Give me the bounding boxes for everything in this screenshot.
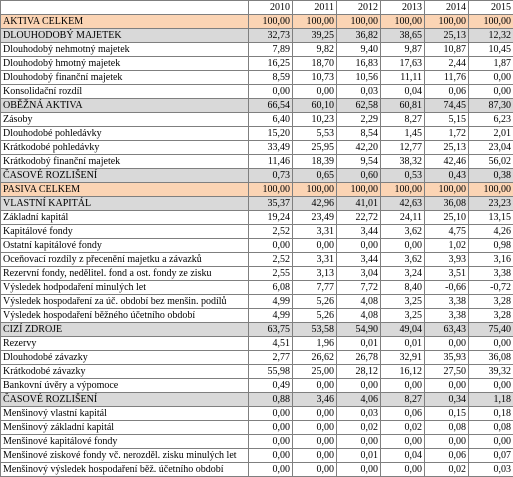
value-cell: 63,43 — [425, 323, 469, 337]
row-label: Bankovní úvěry a výpomoce — [1, 379, 249, 393]
value-cell: 66,54 — [249, 99, 293, 113]
value-cell: 60,81 — [381, 99, 425, 113]
value-cell: 0,00 — [469, 337, 513, 351]
table-row — [1, 365, 513, 379]
value-cell: 24,11 — [381, 211, 425, 225]
value-cell: 0,06 — [425, 449, 469, 463]
value-cell: 100,00 — [425, 15, 469, 29]
value-cell: 12,32 — [469, 29, 513, 43]
row-label: Rezervní fondy, nedělitel. fond a ost. fondy ze zisku — [1, 267, 249, 281]
value-cell: 87,30 — [469, 99, 513, 113]
value-cell: 75,40 — [469, 323, 513, 337]
value-cell: 0,03 — [337, 407, 381, 421]
value-cell: 8,59 — [249, 71, 293, 85]
value-cell: 63,75 — [249, 323, 293, 337]
value-cell: 38,65 — [381, 29, 425, 43]
value-cell: 0,00 — [293, 407, 337, 421]
value-cell: 4,99 — [249, 309, 293, 323]
value-cell: 0,00 — [293, 421, 337, 435]
table-row — [1, 43, 513, 57]
value-cell: 11,46 — [249, 155, 293, 169]
section-row — [1, 183, 513, 197]
value-cell: 0,08 — [425, 421, 469, 435]
row-label: OBĚŽNÁ AKTIVA — [1, 99, 249, 113]
value-cell: 3,16 — [469, 253, 513, 267]
value-cell: 3,25 — [381, 295, 425, 309]
value-cell: 42,46 — [425, 155, 469, 169]
value-cell: 9,82 — [293, 43, 337, 57]
value-cell: 16,12 — [381, 365, 425, 379]
value-cell: 0,00 — [293, 379, 337, 393]
value-cell: 100,00 — [381, 15, 425, 29]
row-label: VLASTNÍ KAPITÁL — [1, 197, 249, 211]
table-row — [1, 267, 513, 281]
value-cell: 0,00 — [381, 435, 425, 449]
row-label: Výsledek hospodaření za úč. období bez menšin. podílů — [1, 295, 249, 309]
value-cell: 11,11 — [381, 71, 425, 85]
value-cell: 0,15 — [425, 407, 469, 421]
value-cell: 36,82 — [337, 29, 381, 43]
value-cell: 12,77 — [381, 141, 425, 155]
table-row — [1, 379, 513, 393]
value-cell: 9,40 — [337, 43, 381, 57]
value-cell: 3,25 — [381, 309, 425, 323]
value-cell: 0,00 — [249, 449, 293, 463]
value-cell: 3,44 — [337, 253, 381, 267]
value-cell: 1,96 — [293, 337, 337, 351]
value-cell: 100,00 — [249, 15, 293, 29]
section-row — [1, 197, 513, 211]
value-cell: 0,43 — [425, 169, 469, 183]
value-cell: 18,39 — [293, 155, 337, 169]
value-cell: 0,00 — [381, 239, 425, 253]
table-row — [1, 71, 513, 85]
row-label: Výsledek hodpodaření minulých let — [1, 281, 249, 295]
value-cell: 25,95 — [293, 141, 337, 155]
value-cell: 0,06 — [381, 407, 425, 421]
value-cell: 0,00 — [425, 337, 469, 351]
value-cell: 15,20 — [249, 127, 293, 141]
value-cell: 1,45 — [381, 127, 425, 141]
value-cell: 0,02 — [381, 421, 425, 435]
row-label: ČASOVÉ ROZLIŠENÍ — [1, 393, 249, 407]
value-cell: 56,02 — [469, 155, 513, 169]
value-cell: 25,00 — [293, 365, 337, 379]
row-label: Ostatní kapitálové fondy — [1, 239, 249, 253]
value-cell: 0,00 — [469, 379, 513, 393]
row-label: Základní kapitál — [1, 211, 249, 225]
value-cell: 0,00 — [249, 239, 293, 253]
value-cell: 8,27 — [381, 113, 425, 127]
table-row — [1, 253, 513, 267]
table-row — [1, 337, 513, 351]
row-label: Kapitálové fondy — [1, 225, 249, 239]
row-label: Výsledek hospodaření běžného účetního období — [1, 309, 249, 323]
value-cell: 100,00 — [469, 15, 513, 29]
value-cell: 3,28 — [469, 295, 513, 309]
value-cell: 9,54 — [337, 155, 381, 169]
row-label: CIZÍ ZDROJE — [1, 323, 249, 337]
value-cell: 100,00 — [293, 15, 337, 29]
value-cell: 0,00 — [249, 435, 293, 449]
value-cell: 1,87 — [469, 57, 513, 71]
value-cell: 8,54 — [337, 127, 381, 141]
value-cell: 3,44 — [337, 225, 381, 239]
value-cell: 0,03 — [337, 85, 381, 99]
value-cell: 0,04 — [381, 85, 425, 99]
value-cell: 10,23 — [293, 113, 337, 127]
value-cell: 3,13 — [293, 267, 337, 281]
table-row — [1, 57, 513, 71]
table-row — [1, 113, 513, 127]
value-cell: 11,76 — [425, 71, 469, 85]
year-header-cell: 2015 — [469, 1, 513, 15]
value-cell: 0,00 — [469, 71, 513, 85]
table-row — [1, 449, 513, 463]
corner-cell — [1, 1, 249, 15]
row-label: Krátkodobé závazky — [1, 365, 249, 379]
value-cell: 39,25 — [293, 29, 337, 43]
value-cell: 10,87 — [425, 43, 469, 57]
table-row — [1, 463, 513, 477]
value-cell: 8,27 — [381, 393, 425, 407]
value-cell: 19,24 — [249, 211, 293, 225]
value-cell: 25,13 — [425, 141, 469, 155]
value-cell: 8,40 — [381, 281, 425, 295]
year-header-cell: 2011 — [293, 1, 337, 15]
section-row — [1, 15, 513, 29]
row-label: Krátkodobý finanční majetek — [1, 155, 249, 169]
table-row — [1, 127, 513, 141]
value-cell: 4,51 — [249, 337, 293, 351]
year-header-row — [1, 1, 513, 15]
value-cell: 3,38 — [425, 309, 469, 323]
value-cell: 0,98 — [469, 239, 513, 253]
value-cell: 62,58 — [337, 99, 381, 113]
value-cell: 3,38 — [469, 267, 513, 281]
value-cell: 25,10 — [425, 211, 469, 225]
table-row — [1, 407, 513, 421]
row-label: Menšinové kapitálové fondy — [1, 435, 249, 449]
value-cell: 1,72 — [425, 127, 469, 141]
value-cell: 23,23 — [469, 197, 513, 211]
value-cell: 0,07 — [469, 449, 513, 463]
value-cell: 3,28 — [469, 309, 513, 323]
row-label: Oceňovací rozdíly z přecenění majetku a závazků — [1, 253, 249, 267]
value-cell: 0,65 — [293, 169, 337, 183]
row-label: Krátkodobé pohledávky — [1, 141, 249, 155]
table-row — [1, 281, 513, 295]
value-cell: 100,00 — [381, 183, 425, 197]
value-cell: 0,06 — [425, 85, 469, 99]
row-label: Dlouhodobé závazky — [1, 351, 249, 365]
value-cell: 100,00 — [249, 183, 293, 197]
value-cell: 42,96 — [293, 197, 337, 211]
year-header-cell: 2010 — [249, 1, 293, 15]
value-cell: 100,00 — [293, 183, 337, 197]
value-cell: 100,00 — [469, 183, 513, 197]
value-cell: 2,29 — [337, 113, 381, 127]
value-cell: 55,98 — [249, 365, 293, 379]
value-cell: 0,00 — [293, 85, 337, 99]
value-cell: 3,93 — [425, 253, 469, 267]
section-row — [1, 323, 513, 337]
value-cell: 0,38 — [469, 169, 513, 183]
value-cell: 0,00 — [293, 449, 337, 463]
value-cell: 5,53 — [293, 127, 337, 141]
value-cell: -0,72 — [469, 281, 513, 295]
value-cell: 0,04 — [381, 449, 425, 463]
row-label: Dlouhodobý hmotný majetek — [1, 57, 249, 71]
value-cell: 26,78 — [337, 351, 381, 365]
value-cell: 0,00 — [425, 379, 469, 393]
value-cell: 2,52 — [249, 225, 293, 239]
value-cell: 0,60 — [337, 169, 381, 183]
value-cell: 0,00 — [337, 463, 381, 477]
value-cell: 6,23 — [469, 113, 513, 127]
value-cell: 3,62 — [381, 225, 425, 239]
value-cell: 0,08 — [469, 421, 513, 435]
row-label: Menšinový vlastní kapitál — [1, 407, 249, 421]
value-cell: 0,02 — [337, 421, 381, 435]
value-cell: 2,52 — [249, 253, 293, 267]
table-row — [1, 85, 513, 99]
value-cell: 5,15 — [425, 113, 469, 127]
value-cell: 17,63 — [381, 57, 425, 71]
value-cell: 4,06 — [337, 393, 381, 407]
value-cell: 35,37 — [249, 197, 293, 211]
value-cell: 38,32 — [381, 155, 425, 169]
value-cell: 42,63 — [381, 197, 425, 211]
value-cell: 4,08 — [337, 309, 381, 323]
table-body — [1, 1, 513, 477]
value-cell: 4,99 — [249, 295, 293, 309]
value-cell: 0,01 — [381, 337, 425, 351]
value-cell: 3,31 — [293, 225, 337, 239]
value-cell: 0,18 — [469, 407, 513, 421]
value-cell: 7,77 — [293, 281, 337, 295]
value-cell: 36,08 — [425, 197, 469, 211]
value-cell: 3,62 — [381, 253, 425, 267]
value-cell: 0,00 — [469, 435, 513, 449]
row-label: Zásoby — [1, 113, 249, 127]
value-cell: 27,50 — [425, 365, 469, 379]
table-row — [1, 351, 513, 365]
value-cell: 2,55 — [249, 267, 293, 281]
value-cell: 3,46 — [293, 393, 337, 407]
table-row — [1, 435, 513, 449]
value-cell: 0,00 — [337, 435, 381, 449]
value-cell: 0,00 — [293, 463, 337, 477]
value-cell: 1,18 — [469, 393, 513, 407]
value-cell: 5,26 — [293, 295, 337, 309]
value-cell: 100,00 — [425, 183, 469, 197]
value-cell: 3,24 — [381, 267, 425, 281]
value-cell: 2,44 — [425, 57, 469, 71]
row-label: Menšinový výsledek hospodaření běž. účetního období — [1, 463, 249, 477]
value-cell: -0,66 — [425, 281, 469, 295]
section-row — [1, 99, 513, 113]
year-header-cell: 2014 — [425, 1, 469, 15]
table-row — [1, 155, 513, 169]
section-row — [1, 169, 513, 183]
value-cell: 9,87 — [381, 43, 425, 57]
table-row — [1, 239, 513, 253]
section-row — [1, 393, 513, 407]
value-cell: 7,89 — [249, 43, 293, 57]
value-cell: 0,00 — [249, 407, 293, 421]
value-cell: 0,00 — [381, 379, 425, 393]
value-cell: 0,53 — [381, 169, 425, 183]
value-cell: 26,62 — [293, 351, 337, 365]
value-cell: 4,26 — [469, 225, 513, 239]
row-label: Dlouhodobé pohledávky — [1, 127, 249, 141]
value-cell: 3,38 — [425, 295, 469, 309]
value-cell: 6,40 — [249, 113, 293, 127]
value-cell: 0,00 — [337, 239, 381, 253]
value-cell: 4,75 — [425, 225, 469, 239]
value-cell: 0,00 — [249, 463, 293, 477]
row-label: Dlouhodobý finanční majetek — [1, 71, 249, 85]
value-cell: 36,08 — [469, 351, 513, 365]
value-cell: 6,08 — [249, 281, 293, 295]
table-row — [1, 309, 513, 323]
value-cell: 5,26 — [293, 309, 337, 323]
value-cell: 10,73 — [293, 71, 337, 85]
table-row — [1, 295, 513, 309]
value-cell: 3,04 — [337, 267, 381, 281]
value-cell: 53,58 — [293, 323, 337, 337]
value-cell: 22,72 — [337, 211, 381, 225]
value-cell: 0,00 — [337, 379, 381, 393]
value-cell: 49,04 — [381, 323, 425, 337]
value-cell: 60,10 — [293, 99, 337, 113]
table-row — [1, 421, 513, 435]
value-cell: 0,88 — [249, 393, 293, 407]
value-cell: 2,77 — [249, 351, 293, 365]
value-cell: 0,00 — [293, 435, 337, 449]
row-label: ČASOVÉ ROZLIŠENÍ — [1, 169, 249, 183]
value-cell: 2,01 — [469, 127, 513, 141]
value-cell: 0,49 — [249, 379, 293, 393]
row-label: Konsolidační rozdíl — [1, 85, 249, 99]
table-row — [1, 211, 513, 225]
value-cell: 42,20 — [337, 141, 381, 155]
value-cell: 10,45 — [469, 43, 513, 57]
value-cell: 35,93 — [425, 351, 469, 365]
value-cell: 0,00 — [381, 463, 425, 477]
value-cell: 13,15 — [469, 211, 513, 225]
value-cell: 0,01 — [337, 337, 381, 351]
value-cell: 0,00 — [249, 421, 293, 435]
row-label: Menšinové ziskové fondy vč. nerozděl. zisku minulých let — [1, 449, 249, 463]
value-cell: 28,12 — [337, 365, 381, 379]
value-cell: 18,70 — [293, 57, 337, 71]
value-cell: 100,00 — [337, 183, 381, 197]
table-row — [1, 225, 513, 239]
year-header-cell: 2013 — [381, 1, 425, 15]
value-cell: 3,31 — [293, 253, 337, 267]
row-label: PASIVA CELKEM — [1, 183, 249, 197]
value-cell: 10,56 — [337, 71, 381, 85]
year-header-cell: 2012 — [337, 1, 381, 15]
value-cell: 39,32 — [469, 365, 513, 379]
row-label: Menšinový základní kapitál — [1, 421, 249, 435]
value-cell: 0,02 — [425, 463, 469, 477]
value-cell: 32,73 — [249, 29, 293, 43]
value-cell: 54,90 — [337, 323, 381, 337]
value-cell: 32,91 — [381, 351, 425, 365]
value-cell: 33,49 — [249, 141, 293, 155]
value-cell: 74,45 — [425, 99, 469, 113]
row-label: DLOUHODOBÝ MAJETEK — [1, 29, 249, 43]
value-cell: 0,34 — [425, 393, 469, 407]
value-cell: 16,25 — [249, 57, 293, 71]
value-cell: 25,13 — [425, 29, 469, 43]
value-cell: 0,03 — [469, 463, 513, 477]
value-cell: 23,04 — [469, 141, 513, 155]
value-cell: 0,00 — [249, 85, 293, 99]
value-cell: 0,00 — [425, 435, 469, 449]
value-cell: 23,49 — [293, 211, 337, 225]
value-cell: 7,72 — [337, 281, 381, 295]
value-cell: 4,08 — [337, 295, 381, 309]
value-cell: 16,83 — [337, 57, 381, 71]
value-cell: 0,00 — [469, 85, 513, 99]
value-cell: 0,01 — [337, 449, 381, 463]
table-row — [1, 141, 513, 155]
row-label: AKTIVA CELKEM — [1, 15, 249, 29]
section-row — [1, 29, 513, 43]
row-label: Rezervy — [1, 337, 249, 351]
value-cell: 41,01 — [337, 197, 381, 211]
value-cell: 1,02 — [425, 239, 469, 253]
row-label: Dlouhodobý nehmotný majetek — [1, 43, 249, 57]
value-cell: 100,00 — [337, 15, 381, 29]
value-cell: 0,00 — [293, 239, 337, 253]
value-cell: 3,51 — [425, 267, 469, 281]
value-cell: 0,73 — [249, 169, 293, 183]
